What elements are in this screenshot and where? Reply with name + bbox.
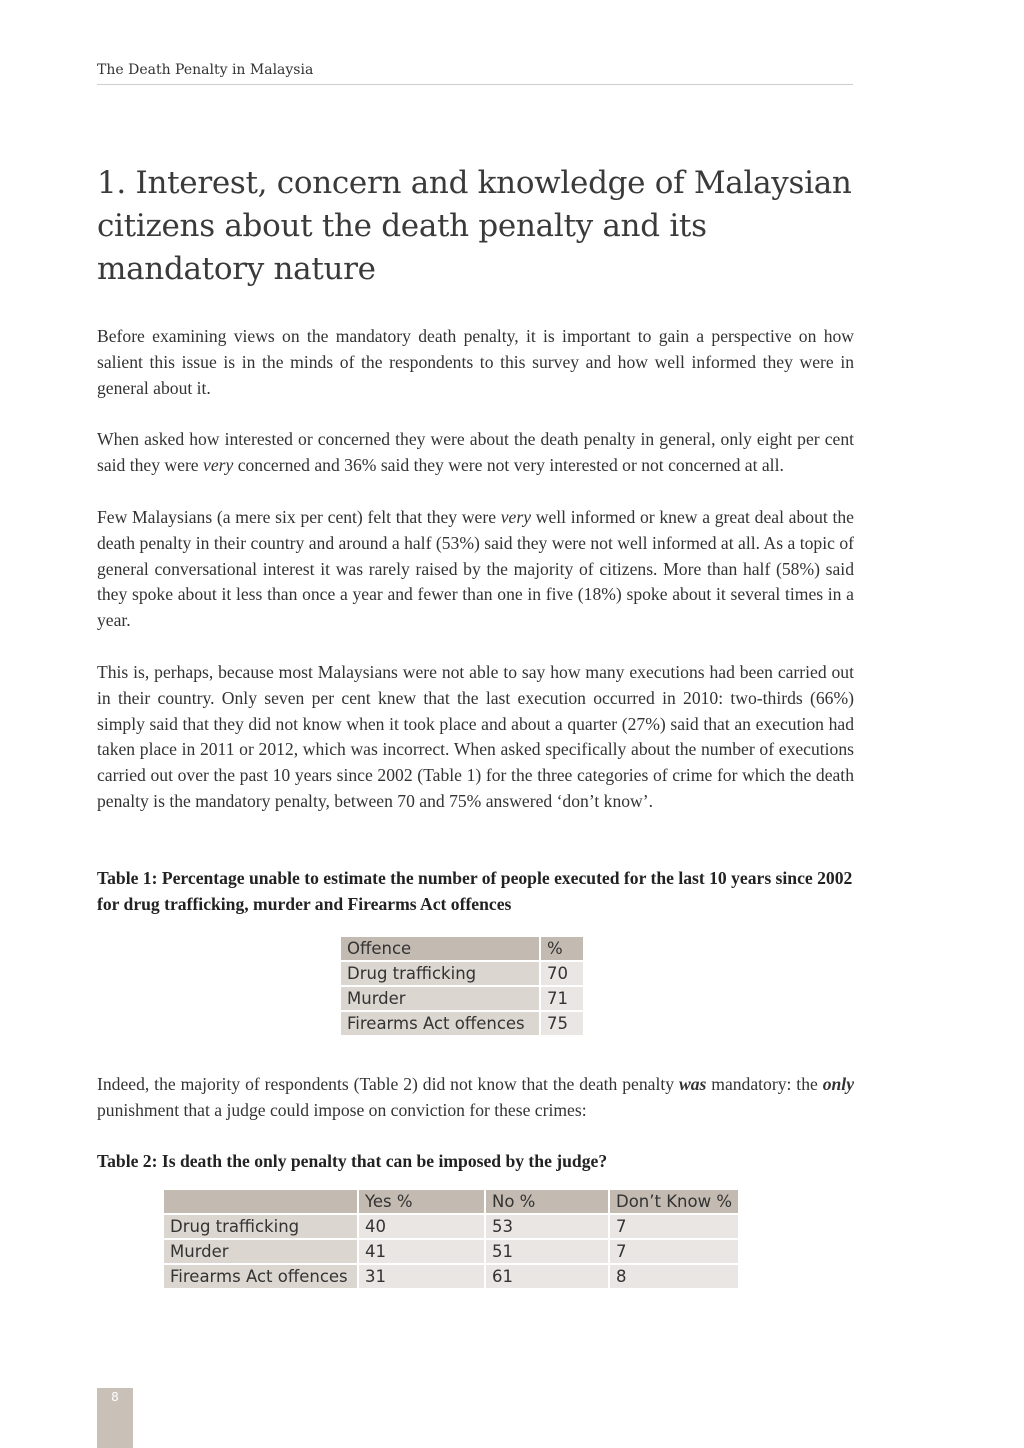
- paragraph-interest: [97, 427, 854, 479]
- table2: [162, 1188, 740, 1290]
- table-row: [164, 1265, 738, 1288]
- table2-cell-offence: Drug trafficking: [164, 1215, 357, 1238]
- table1-cell-offence: Murder: [341, 987, 539, 1010]
- table2-header-yes: Yes %: [359, 1190, 484, 1213]
- paragraph-text: Before examining views on the mandatory death penalty, it is important to gain a perspective on how salient this issue is in the minds of the respondents to this survey and how well informed they were in general about it.: [97, 326, 854, 398]
- page-number: 8: [111, 1390, 119, 1404]
- paragraph-knowledge: [97, 505, 854, 634]
- table2-cell-dont-know: 7: [610, 1240, 738, 1263]
- table2-cell-dont-know: 7: [610, 1215, 738, 1238]
- table1-caption: Table 1: Percentage unable to estimate the number of people executed for the last 10 years since 2002 for drug trafficking, murder and Firearms Act offences: [97, 868, 853, 914]
- table-row: [341, 1012, 583, 1035]
- paragraph-text: mandatory: the: [706, 1074, 823, 1094]
- table2-header-row: [164, 1190, 738, 1213]
- table1: [339, 935, 585, 1037]
- table1-cell-offence: Firearms Act offences: [341, 1012, 539, 1035]
- table1-cell-offence: Drug trafficking: [341, 962, 539, 985]
- table1-cell-percent: 71: [541, 987, 583, 1010]
- table2-cell-yes: 41: [359, 1240, 484, 1263]
- emphasis-text: very: [203, 454, 234, 475]
- paragraph-text: well informed or knew a great deal about the death penalty in their country and around a half (53%) said they were not well informed at all. As a topic of general conversational interest it was rarely raised by the majority of citizens. More than half (58%) said they spoke about it less than once a year and fewer than one in five (18%) spoke about it several times in a year.: [97, 507, 854, 631]
- paragraph-text: This is, perhaps, because most Malaysians were not able to say how many executions had been carried out in their country. Only seven per cent knew that the last execution occurred in 2010: two-thirds (66%) simply said that they did not know when it took place and about a quarter (27%) said that an execution had taken place in 2011 or 2012, which was incorrect. When asked specifically about the number of executions carried out over the past 10 years since 2002 (Table 1) for the three categories of crime for which the death penalty is the mandatory penalty, between 70 and 75% answered ‘don’t know’.: [97, 662, 854, 811]
- table1-cell-percent: 70: [541, 962, 583, 985]
- table2-cell-yes: 31: [359, 1265, 484, 1288]
- table2-header-no: No %: [486, 1190, 608, 1213]
- table2-cell-no: 53: [486, 1215, 608, 1238]
- table1-header-percent: %: [541, 937, 583, 960]
- table-row: [341, 987, 583, 1010]
- table1-header-offence: Offence: [341, 937, 539, 960]
- table2-cell-dont-know: 8: [610, 1265, 738, 1288]
- paragraph-intro: [97, 324, 854, 401]
- paragraph-text: punishment that a judge could impose on conviction for these crimes:: [97, 1099, 587, 1120]
- table1-header-row: [341, 937, 583, 960]
- table2-cell-no: 51: [486, 1240, 608, 1263]
- page-number-tab: [97, 1388, 133, 1448]
- table2-cell-offence: Firearms Act offences: [164, 1265, 357, 1288]
- paragraph-text: concerned and 36% said they were not very interested or not concerned at all.: [233, 454, 784, 475]
- section-title: 1. Interest, concern and knowledge of Malaysian citizens about the death penalty and its mandatory nature: [97, 165, 852, 287]
- emphasis-text: was: [678, 1074, 707, 1094]
- table2-cell-no: 61: [486, 1265, 608, 1288]
- table2-caption: Table 2: Is death the only penalty that can be imposed by the judge?: [97, 1151, 608, 1171]
- table2-header-dont-know: Don’t Know %: [610, 1190, 738, 1213]
- running-header: The Death Penalty in Malaysia: [97, 62, 853, 85]
- paragraph-text: When asked how interested or concerned they were about the death penalty in general, only eight per cent said they were: [97, 429, 854, 475]
- table2-cell-offence: Murder: [164, 1240, 357, 1263]
- paragraph-executions: [97, 660, 854, 815]
- table-row: [341, 962, 583, 985]
- paragraph-mandatory: [97, 1072, 854, 1124]
- emphasis-text: only: [822, 1074, 854, 1094]
- table1-cell-percent: 75: [541, 1012, 583, 1035]
- table2-header-blank: [164, 1190, 357, 1213]
- paragraph-text: Indeed, the majority of respondents (Table 2) did not know that the death penalty: [97, 1074, 679, 1094]
- table2-cell-yes: 40: [359, 1215, 484, 1238]
- emphasis-text: very: [500, 507, 532, 527]
- table-row: [164, 1215, 738, 1238]
- table-row: [164, 1240, 738, 1263]
- paragraph-text: Few Malaysians (a mere six per cent) felt that they were: [97, 507, 501, 527]
